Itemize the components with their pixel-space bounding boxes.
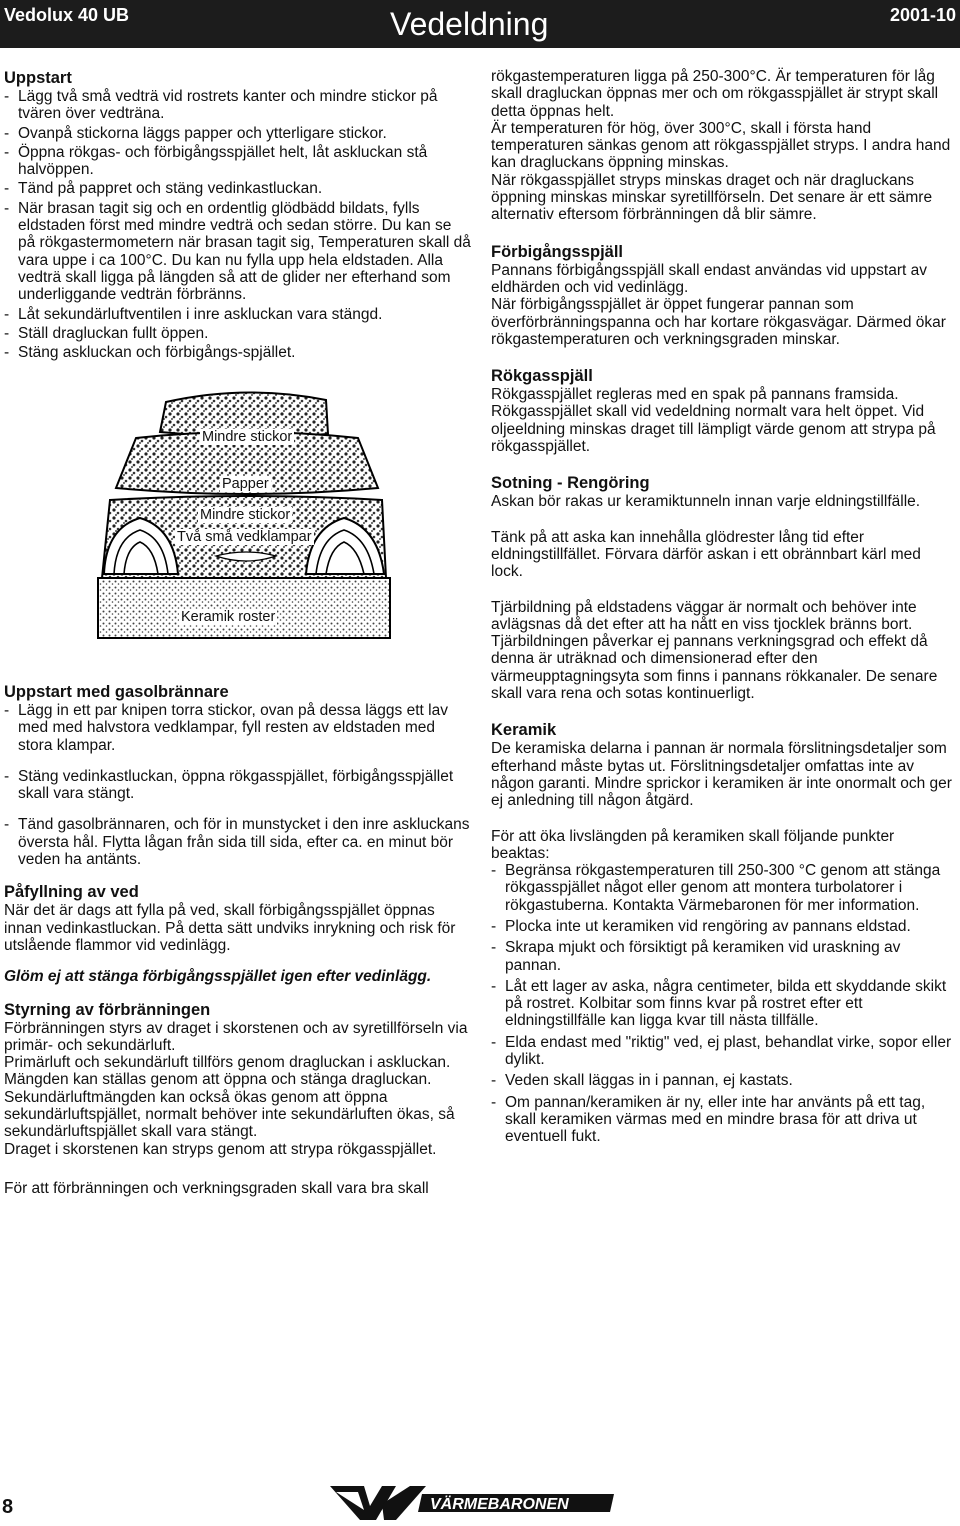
sotning-paragraph: Askan bör rakas ur keramiktunneln innan varje eldningstillfälle. (491, 493, 921, 511)
list-item: - När brasan tagit sig och en ordentlig glödbädd bildats, fylls eldstaden först med mindre vedträ och sedan större. Du kan se på rökgastermometern när brasan tagit sig, Temperaturen skall då vara uppe i ca 100°C. Du kan nu fylla upp hela eldstaden. Alla vedträ skall ligga på längden så att de glider ner efterhand som underliggande vedträn förbränns. (4, 199, 471, 304)
sotning-paragraph: Tänk på att aska kan innehålla glödrester lång tid efter eldningstillfället. Förvara därför askan i ett obrännbart kärl med lock. (491, 528, 921, 581)
label-mindre-stickor: Mindre stickor (200, 507, 291, 523)
list-item: - Stäng vedinkastluckan, öppna rökgasspjället, förbigångsspjället skall vara stängt. (4, 767, 454, 803)
intro-paragraph: När rökgasspjället stryps minskas draget och när dragluckans öppning minskas minskar syretillförseln. Det senare är ett sämre alternativ eftersom förbränningen då blir sämre. (491, 171, 933, 224)
list-item: - Om pannan/keramiken är ny, eller inte har använts på ett tag, skall keramiken värmas med en mindre brasa för att driva ut eventuell fukt. (491, 1093, 926, 1146)
intro-paragraph: rökgastemperaturen ligga på 250-300°C. Är temperaturen för låg skall dragluckan öppnas mer och om rökgasspjället är strypt skall detta öppnas helt. (491, 68, 939, 120)
list-item: - Skrapa mjukt och försiktigt på keramiken vid uraskning av pannan. (491, 939, 901, 974)
styrning-paragraph: Draget i skorstenen kan stryps genom att strypa rökgasspjället. (4, 1140, 437, 1158)
sotning-paragraph: Tjärbildning på eldstadens väggar är normalt och behöver inte avlägsnas då det efter att ha nått en viss tjocklek bränns bort. Tjärbildningen påverkar ej pannans verkningsgrad och effekt då denna är uträknad och dimensionerad efter den värmeupptagningsyta som finns i pannans rökkanaler. De senare skall vara rena och sotas kontinuerligt. (491, 598, 938, 703)
doc-date: 2001-10 (889, 5, 956, 25)
list-item: - Tänd på pappret och stäng vedinkastluckan. (4, 180, 323, 198)
forbigang-paragraph: När förbigångsspjället är öppet fungerar pannan som överförbränningspanna och har kortare rökgasvägar. Därmed ökar rökgastemperaturen och verkningsgraden minskar. (491, 296, 946, 348)
keramik-paragraph: De keramiska delarna i pannan är normala förslitningsdetaljer som efterhand måste bytas ut. Förslitningsdetaljer omfattas inte av någon garanti. Mindre sprickor i keramiken är inte onormalt och ger ej anledning till någon åtgärd. (491, 740, 952, 810)
model-name: Vedolux 40 UB (4, 5, 130, 25)
right-column (491, 68, 957, 1146)
list-item: - Stäng askluckan och förbigångs-spjället. (4, 344, 296, 362)
list-item: - Tänd gasolbrännaren, och för in munstycket i den inre askluckans översta hål. Flytta lågan från sida till sida, efter ca. en minut bör veden ha antänts. (4, 816, 470, 869)
list-item: - Öppna rökgas- och förbigångsspjället helt, låt askluckan stå halvöppen. (4, 143, 428, 179)
list-item: - Lägg in ett par knipen torra stickor, ovan på dessa läggs ett lav med med halvstora vedklampar, fyll resten av eldstaden med stora klampar. (4, 702, 448, 754)
list-item: - Låt ett lager av aska, några centimeter, bilda ett skyddande skikt på rostret. Kolbitar som finns kvar på rostret efter ett eldningstillfälle kan ligga kvar till nästa tillfälle. (491, 977, 947, 1030)
styrning-paragraph: Sekundärluftmängden kan också ökas genom att öppna sekundärluftspjället, normalt behöver inte sekundärluften ökas, så sekundärluftspjället skall vara stängt. (4, 1088, 455, 1141)
page-number: 8 (2, 1496, 14, 1518)
list-item: - Begränsa rökgastemperaturen till 250-300 °C genom att stänga rökgasspjället något eller genom att montera turbolatorer i rökgastuberna. Kontakta Värmebaronen för mer information. (491, 862, 941, 914)
page-header (0, 0, 960, 48)
list-item: - Plocka inte ut keramiken vid rengöring av pannans eldstad. (491, 917, 911, 935)
page-title: Vedeldning (390, 6, 549, 42)
styrning-paragraph: Primärluft och sekundärluft tillförs genom dragluckan i askluckan. Mängden kan ställas genom att öppna och stänga dragluckan. (4, 1054, 451, 1089)
list-item: - Ställ dragluckan fullt öppen. (4, 324, 209, 342)
keramik-intro: För att öka livslängden på keramiken skall följande punkter beaktas: (491, 827, 895, 862)
sotning-heading: Sotning - Rengöring (491, 474, 650, 493)
list-item: - Veden skall läggas in i pannan, ej kastats. (491, 1072, 793, 1090)
forbigang-heading: Förbigångsspjäll (491, 242, 624, 261)
label-keramik-roster: Keramik roster (181, 609, 276, 625)
list-item: - Elda endast med "riktig" ved, ej plast, behandlat virke, sopor eller dylikt. (491, 1033, 952, 1069)
brand-name: VÄRMEBARONEN (430, 1496, 569, 1513)
forbigang-paragraph: Pannans förbigångsspjäll skall endast användas vid uppstart av eldhärden och vid vedinlägg. (491, 261, 927, 296)
gas-heading: Uppstart med gasolbrännare (4, 683, 229, 701)
pafyllning-text: När det är dags att fylla på ved, skall förbigångsspjället öppnas innan vedinkastluckan. På detta sätt undviks inrykning och risk för utslående flammor vid vedinlägg. (4, 902, 456, 954)
rokgas-heading: Rökgasspjäll (491, 367, 593, 386)
uppstart-heading: Uppstart (4, 69, 72, 87)
left-column-lower (4, 682, 472, 1197)
warning-text: Glöm ej att stänga förbigångsspjället igen efter vedinlägg. (4, 968, 432, 986)
styrning-paragraph: Förbränningen styrs av draget i skorstenen och av syretillförseln via primär- och sekundärluft. (4, 1019, 468, 1054)
brand-logo (330, 1484, 614, 1522)
label-top-stickor: Mindre stickor (202, 429, 293, 445)
continuation-line: För att förbränningen och verkningsgraden skall vara bra skall (4, 1179, 429, 1197)
list-item: - Ovanpå stickorna läggs papper och ytterligare stickor. (4, 124, 387, 142)
varmebaronen-logo (330, 1484, 614, 1522)
list-item: - Låt sekundärluftventilen i inre askluckan vara stängd. (4, 305, 383, 323)
label-papper: Papper (222, 476, 269, 492)
rokgas-paragraph: Rökgasspjället regleras med en spak på pannans framsida. (491, 386, 899, 404)
styrning-heading: Styrning av förbränningen (4, 1000, 211, 1019)
list-item: - Lägg två små vedträ vid rostrets kanter och mindre stickor på tvären över vedträna. (4, 88, 438, 123)
intro-paragraph: Är temperaturen för hög, över 300°C, skall i första hand temperaturen sänkas genom att rökgasspjället stryps. I andra hand kan dragluckans öppning minskas. (491, 119, 951, 172)
rokgas-paragraph: Rökgasspjället skall vid vedeldning normalt vara helt öppet. Vid oljeeldning minskas draget till lämpligt värde genom att strypa på rökgasspjället. (491, 403, 936, 456)
pafyllning-heading: Påfyllning av ved (4, 883, 139, 902)
keramik-heading: Keramik (491, 721, 557, 740)
left-column (4, 68, 472, 361)
label-vedklampar: Två små vedklampar (177, 529, 312, 545)
fire-setup-illustration (96, 388, 392, 648)
